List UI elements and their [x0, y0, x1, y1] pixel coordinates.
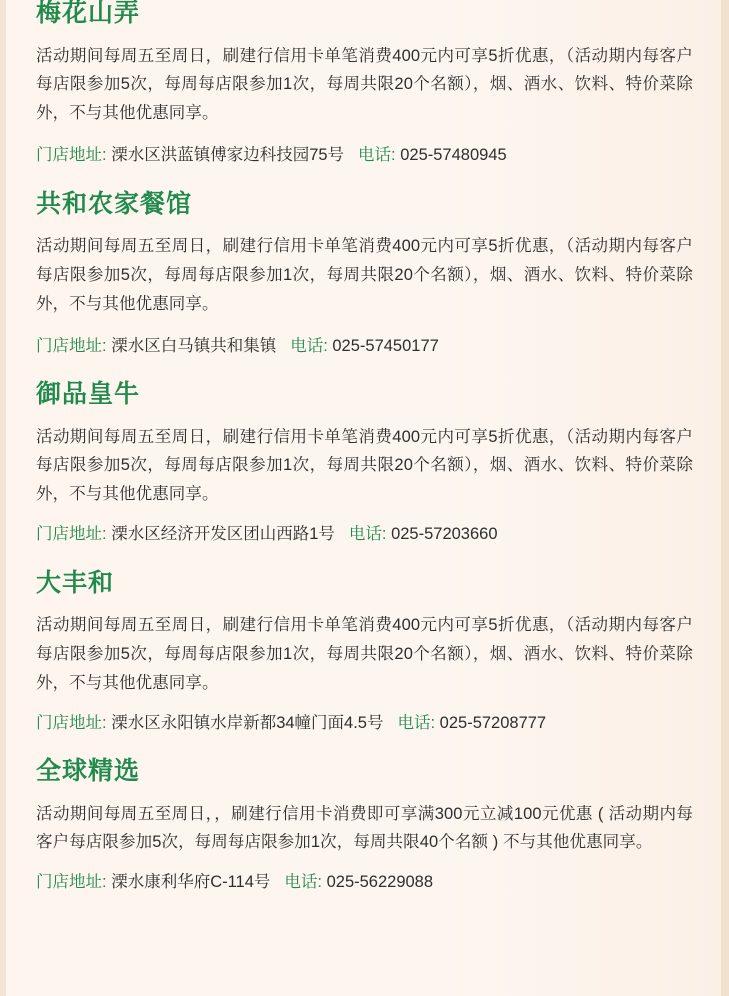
- address-label: 门店地址:: [36, 336, 107, 355]
- merchant-description: 活动期间每周五至周日，，刷建行信用卡消费即可享满300元立减100元优惠 ( 活动期内每客户每店限参加5次，每周每店限参加1次，每周共限40个名额 ) 不与其他优惠同享。: [36, 804, 693, 852]
- page-edge-left: [0, 0, 6, 996]
- merchant-title: 共和农家餐馆: [36, 189, 193, 218]
- phone-label: 电话:: [348, 525, 387, 544]
- merchant-contact: [36, 333, 693, 359]
- merchant-entry: [36, 570, 693, 737]
- phone-label: 电话:: [284, 873, 322, 892]
- address-value: 溧水区经济开发区团山西路1号: [111, 525, 335, 544]
- phone-value: 025-57203660: [391, 525, 498, 544]
- phone-label: 电话:: [358, 146, 396, 165]
- phone-label: 电话:: [397, 713, 436, 732]
- merchant-title: 全球精选: [36, 757, 141, 786]
- merchant-title: 梅花山弄: [36, 0, 141, 27]
- merchant-contact: [36, 710, 693, 736]
- address-label: 门店地址:: [36, 713, 107, 732]
- merchant-contact: [36, 869, 693, 895]
- merchant-description: 活动期间每周五至周日，刷建行信用卡单笔消费400元内可享5折优惠，（活动期内每客户每店限参加5次，每周每店限参加1次，每周共限20个名额），烟、酒水、饮料、特价菜除外，不与其他优惠同享。: [36, 46, 693, 123]
- address-value: 溧水康利华府C-114号: [111, 873, 271, 892]
- address-label: 门店地址:: [36, 873, 107, 892]
- merchant-entry: [36, 191, 693, 360]
- address-value: 溧水区洪蓝镇傅家边科技园75号: [111, 146, 345, 165]
- address-value: 溧水区白马镇共和集镇: [111, 336, 277, 355]
- merchant-entry: [36, 0, 693, 169]
- phone-label: 电话:: [290, 336, 328, 355]
- address-label: 门店地址:: [36, 146, 107, 165]
- phone-value: 025-57208777: [439, 713, 547, 732]
- address-value: 溧水区永阳镇水岸新都34幢门面4.5号: [111, 713, 384, 732]
- page-edge-right: [721, 0, 729, 996]
- merchant-entry: [36, 758, 693, 896]
- merchant-title: 大丰和: [36, 568, 115, 597]
- merchant-title: 御品皇牛: [36, 380, 141, 409]
- phone-value: 025-56229088: [326, 873, 434, 892]
- merchant-entry: [36, 381, 693, 548]
- merchant-description: 活动期间每周五至周日，刷建行信用卡单笔消费400元内可享5折优惠，（活动期内每客户每店限参加5次，每周每店限参加1次，每周共限20个名额），烟、酒水、饮料、特价菜除外，不与其他优惠同享。: [36, 616, 693, 692]
- merchant-description: 活动期间每周五至周日，刷建行信用卡单笔消费400元内可享5折优惠，（活动期内每客户每店限参加5次，每周每店限参加1次，每周共限20个名额），烟、酒水、饮料、特价菜除外，不与其他优惠同享。: [36, 427, 693, 504]
- merchant-contact: [36, 142, 693, 168]
- address-label: 门店地址:: [36, 525, 107, 544]
- phone-value: 025-57450177: [332, 336, 439, 355]
- merchant-description: 活动期间每周五至周日，刷建行信用卡单笔消费400元内可享5折优惠，（活动期内每客户每店限参加5次，每周每店限参加1次，每周共限20个名额），烟、酒水、饮料、特价菜除外，不与其他优惠同享。: [36, 237, 693, 313]
- phone-value: 025-57480945: [400, 146, 507, 165]
- merchant-contact: [36, 521, 693, 547]
